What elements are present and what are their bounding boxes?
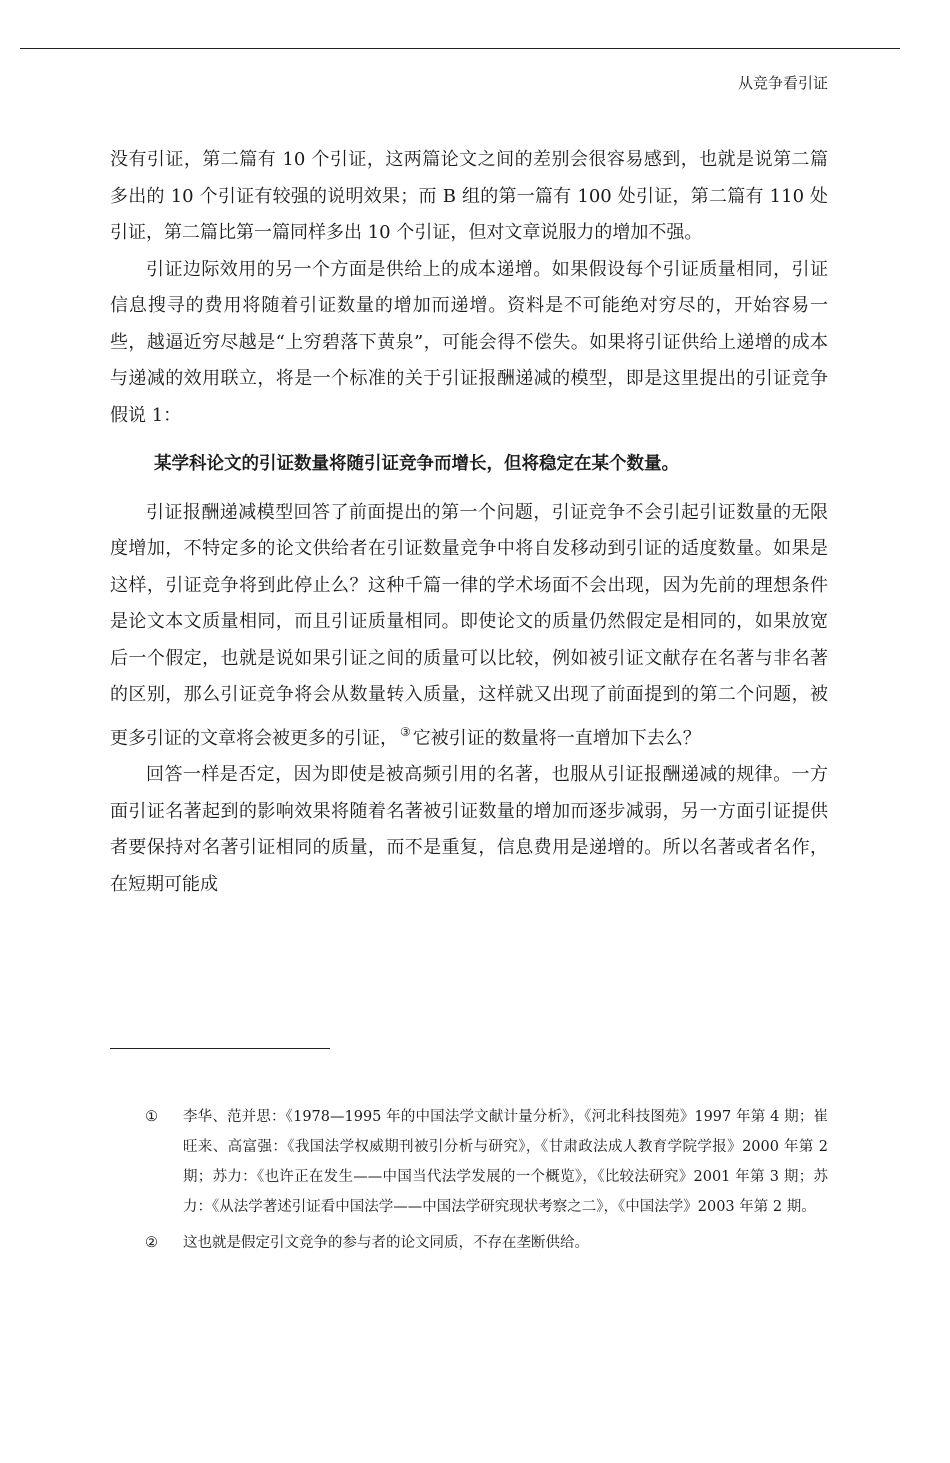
footnote-marker: ② bbox=[145, 1235, 158, 1251]
paragraph-marginal-cost: 引证边际效用的另一个方面是供给上的成本递增。如果假设每个引证质量相同，引证信息搜寻的费用将随着引证数量的增加而递增。资料是不可能绝对穷尽的，开始容易一些，越逼近穷尽越是“上穷碧落下黄泉”，可能会得不偿失。如果将引证供给上递增的成本与递减的效用联立，将是一个标准的关于引证报酬递减的模型，即是这里提出的引证竞争假说 1： bbox=[110, 258, 828, 426]
paragraph-diminishing-returns bbox=[110, 495, 828, 758]
footnote-reference[interactable]: ③ bbox=[400, 724, 411, 739]
footnote-item bbox=[145, 1102, 828, 1222]
hypothesis-statement: 某学科论文的引证数量将随引证竞争而增长，但将稳定在某个数量。 bbox=[154, 454, 679, 474]
paragraph-answer: 回答一样是否定，因为即使是被高频引用的名著，也服从引证报酬递减的规律。一方面引证名著起到的影响效果将随着名著被引证数量的增加而逐步减弱，另一方面引证提供者要保持对名著引证相同的质量，而不是重复，信息费用是递增的。所以名著或者名作，在短期可能成 bbox=[110, 764, 828, 895]
footnotes bbox=[145, 1102, 828, 1264]
footnote-separator bbox=[110, 1048, 330, 1049]
footnote-item bbox=[145, 1228, 828, 1258]
paragraph-text-part-2: 它被引证的数量将一直增加下去么？ bbox=[412, 727, 701, 749]
main-text bbox=[110, 142, 828, 903]
paragraph-continued: 没有引证，第二篇有 10 个引证，这两篇论文之间的差别会很容易感到，也就是说第二篇多出的 10 个引证有较强的说明效果；而 B 组的第一篇有 100 处引证，第二篇有 110 处引证，第二篇比第一篇同样多出 10 个引证，但对文章说服力的增加不强。 bbox=[110, 149, 828, 243]
header-rule bbox=[20, 48, 900, 49]
footnote-marker: ① bbox=[145, 1109, 158, 1125]
footnote-text: 这也就是假定引文竞争的参与者的论文同质，不存在垄断供给。 bbox=[183, 1235, 589, 1251]
paragraph-text-part-1: 引证报酬递减模型回答了前面提出的第一个问题，引证竞争不会引起引证数量的无限度增加，不特定多的论文供给者在引证数量竞争中将自发移动到引证的适度数量。如果是这样，引证竞争将到此停止么？这种千篇一律的学术场面不会出现，因为先前的理想条件是论文本文质量相同，而且引证质量相同。即使论文的质量仍然假定是相同的，如果放宽后一个假定，也就是说如果引证之间的质量可以比较，例如被引证文献存在名著与非名著的区别，那么引证竞争将会从数量转入质量，这样就又出现了前面提到的第二个问题，被更多引证的文章将会被更多的引证， bbox=[110, 501, 828, 749]
running-title: 从竞争看引证 bbox=[737, 74, 828, 92]
footnote-text: 李华、范并思：《1978—1995 年的中国法学文献计量分析》，《河北科技图苑》1997 年第 4 期；崔旺来、高富强：《我国法学权威期刊被引分析与研究》，《甘肃政法成人教育学院学报》2000 年第 2 期；苏力：《也许正在发生——中国当代法学发展的一个概览》，《比较法研究》2001 年第 3 期；苏力：《从法学著述引证看中国法学——中国法学研究现状考察之二》，《中国法学》2003 年第 2 期。 bbox=[183, 1109, 828, 1215]
